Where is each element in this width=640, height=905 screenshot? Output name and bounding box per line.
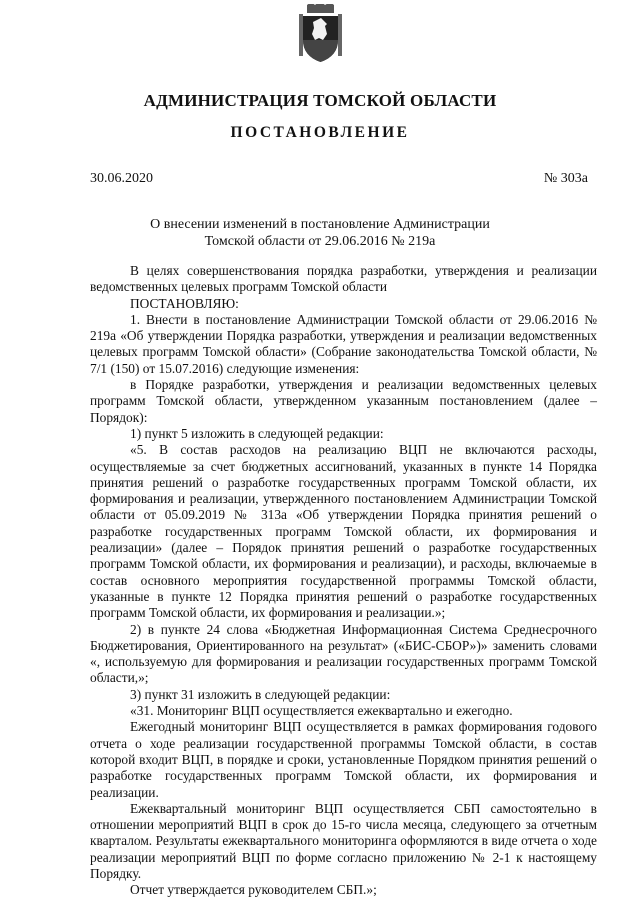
subject-line: О внесении изменений в постановление Администрации	[150, 217, 490, 232]
document-body	[90, 263, 597, 899]
organization-title: АДМИНИСТРАЦИЯ ТОМСКОЙ ОБЛАСТИ	[143, 91, 497, 110]
paragraph: «31. Мониторинг ВЦП осуществляется ежеквартально и ежегодно.	[130, 703, 513, 719]
document-date: 30.06.2020	[90, 171, 153, 186]
paragraph: «5. В состав расходов на реализацию ВЦП не включаются расходы, осуществляемые за счет бюджетных ассигнований, указанных в пункте 14 Порядка принятия решений о разработке государственных программ Томской области, их формирования и реализации, утвержденного постановлением Администрации Томской области от 05.09.2019 № 313а «Об утверждении Порядка принятия решений о разработке государственных программ Томской области, их формирования и реализации» (далее – Порядок принятия решений о разработке государственных программ Томской области, их формирования и реализации), и расходы, включаемые в состав основного мероприятия государственной программы Томской области, указанные в пункте 12 Порядка принятия решений о разработке государственных программ Томской области, их формирования и реализации.»;	[90, 442, 597, 621]
document-subject	[0, 216, 640, 250]
paragraph: Ежегодный мониторинг ВЦП осуществляется в рамках формирования годового отчета о ходе реализации государственной программы Томской области, в состав которой входит ВЦП, в порядке и сроки, установленные Порядком принятия решений о разработке государственных программ Томской области, их формирования и реализации.	[90, 719, 597, 800]
paragraph: в Порядке разработки, утверждения и реализации ведомственных целевых программ Томской области, утвержденном указанным постановлением (далее – Порядок):	[90, 377, 597, 425]
paragraph: ПОСТАНОВЛЯЮ:	[130, 295, 239, 311]
paragraph: 3) пункт 31 изложить в следующей редакции:	[130, 686, 391, 702]
paragraph: 1. Внести в постановление Администрации Томской области от 29.06.2016 № 219а «Об утверждении Порядка разработки, утверждения и реализации ведомственных целевых программ Томской области» (Собрание законодательства Томской области, № 7/1 (150) от 15.07.2016) следующие изменения:	[90, 311, 597, 376]
paragraph: 2) в пункте 24 слова «Бюджетная Информационная Система Среднесрочного Бюджетирования, Ориентированного на результат» («БИС-СБОР»)» заменить словами «, используемую для формирования и реализации государственных программ Томской области,»;	[90, 621, 597, 686]
paragraph: В целях совершенствования порядка разработки, утверждения и реализации ведомственных целевых программ Томской области	[90, 263, 597, 295]
document-number: № 303а	[543, 171, 588, 186]
paragraph: 1) пункт 5 изложить в следующей редакции:	[130, 425, 384, 441]
subject-line: Томской области от 29.06.2016 № 219а	[204, 234, 436, 249]
tomsk-region-coat-of-arms-icon	[299, 4, 342, 64]
paragraph: Ежеквартальный мониторинг ВЦП осуществляется СБП самостоятельно в отношении мероприятий ВЦП в срок до 15-го числа месяца, следующего за отчетным кварталом. Результаты ежеквартального мониторинга оформляются в виде отчета о ходе реализации мероприятий ВЦП по форме согласно приложению № 2-1 к настоящему Порядку.	[90, 800, 597, 881]
document-type: ПОСТАНОВЛЕНИЕ	[230, 124, 410, 141]
paragraph: Отчет утверждается руководителем СБП.»;	[130, 882, 377, 898]
